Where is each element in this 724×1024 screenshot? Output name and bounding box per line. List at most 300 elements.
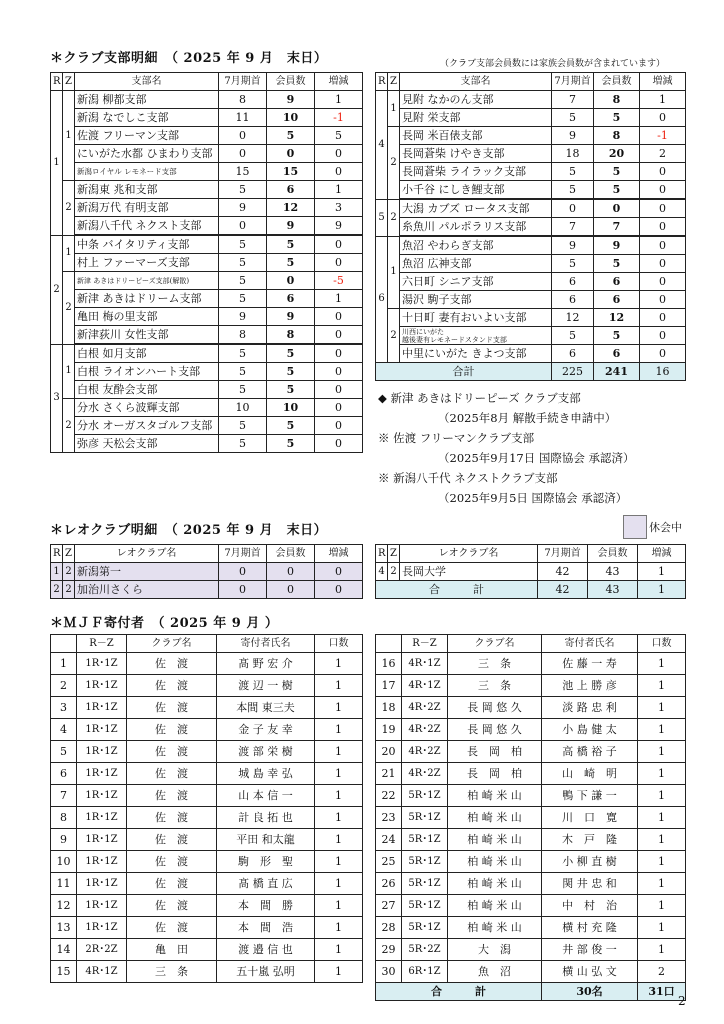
members-cell: 15 bbox=[267, 163, 315, 181]
branch-name: 白根 ライオンハート支部 bbox=[75, 363, 219, 381]
start-cell: 7 bbox=[552, 91, 594, 109]
branch-table-left bbox=[50, 72, 363, 453]
header-r: R bbox=[376, 545, 388, 563]
club-name: 佐 渡 bbox=[127, 851, 217, 873]
members-cell: 7 bbox=[594, 218, 640, 237]
branch-name: 大潟 カブズ ロータス支部 bbox=[400, 199, 552, 218]
club-name: 大 潟 bbox=[448, 939, 542, 961]
members-cell: 9 bbox=[267, 217, 315, 236]
count-cell: 1 bbox=[638, 719, 686, 741]
donor-name: 本 間 浩 bbox=[217, 917, 315, 939]
donor-name: 山 本 信 一 bbox=[217, 785, 315, 807]
header-change: 増減 bbox=[315, 73, 363, 91]
table-row bbox=[51, 91, 363, 109]
club-name: 佐 渡 bbox=[127, 719, 217, 741]
table-row bbox=[376, 697, 686, 719]
count-cell: 1 bbox=[638, 917, 686, 939]
rz-cell: 1R･1Z bbox=[77, 741, 127, 763]
total-start: 42 bbox=[538, 581, 588, 599]
total-donors: 30名 bbox=[542, 983, 638, 1001]
header-club: クラブ名 bbox=[448, 635, 542, 653]
table-row bbox=[51, 435, 363, 453]
club-name: 佐 渡 bbox=[127, 807, 217, 829]
rz-cell: 5R･1Z bbox=[402, 785, 448, 807]
table-row bbox=[376, 719, 686, 741]
start-cell: 8 bbox=[219, 326, 267, 345]
header-members: 会員数 bbox=[594, 73, 640, 91]
header-start: 7月期首 bbox=[552, 73, 594, 91]
change-cell: 1 bbox=[315, 181, 363, 199]
donor-name: 横 山 弘 文 bbox=[542, 961, 638, 983]
start-cell: 0 bbox=[552, 199, 594, 218]
leo-name: 新潟第一 bbox=[75, 563, 219, 581]
table-row bbox=[376, 741, 686, 763]
table-row bbox=[51, 199, 363, 217]
start-cell: 0 bbox=[219, 581, 267, 599]
club-name: 魚 沼 bbox=[448, 961, 542, 983]
count-cell: 1 bbox=[315, 741, 363, 763]
header-no bbox=[51, 635, 77, 653]
header-donor: 寄付者氏名 bbox=[542, 635, 638, 653]
total-members: 43 bbox=[588, 581, 638, 599]
note-line: （2025年9月5日 国際協会 承認済） bbox=[438, 491, 628, 505]
table-row bbox=[376, 785, 686, 807]
page-number: 2 bbox=[678, 994, 686, 1008]
table-row bbox=[51, 399, 363, 417]
change-cell: 0 bbox=[640, 291, 686, 309]
branch-name: 新潟 なでしこ支部 bbox=[75, 109, 219, 127]
branch-name: 六日町 シニア支部 bbox=[400, 273, 552, 291]
header-leo-name: レオクラブ名 bbox=[75, 545, 219, 563]
donor-name: 城 島 幸 弘 bbox=[217, 763, 315, 785]
total-change: 1 bbox=[638, 581, 686, 599]
table-row bbox=[51, 807, 363, 829]
rz-cell: 1R･1Z bbox=[77, 873, 127, 895]
branch-family-note: （クラブ支部会員数には家族会員数が含まれています） bbox=[440, 59, 666, 69]
table-row bbox=[376, 91, 686, 109]
table-row bbox=[51, 895, 363, 917]
table-row bbox=[51, 851, 363, 873]
rz-cell: 4R･1Z bbox=[402, 675, 448, 697]
change-cell: 0 bbox=[315, 435, 363, 453]
branch-name: 新潟八千代 ネクスト支部 bbox=[75, 217, 219, 236]
members-cell: 6 bbox=[267, 290, 315, 308]
change-cell: -1 bbox=[640, 127, 686, 145]
change-cell: 0 bbox=[640, 327, 686, 345]
start-cell: 5 bbox=[552, 163, 594, 181]
members-cell: 8 bbox=[594, 127, 640, 145]
row-number: 4 bbox=[51, 719, 77, 741]
count-cell: 1 bbox=[638, 873, 686, 895]
table-row bbox=[376, 236, 686, 255]
donor-name: 駒 形 聖 bbox=[217, 851, 315, 873]
z-cell: 2 bbox=[388, 309, 400, 363]
branch-name: 魚沼 やわらぎ支部 bbox=[400, 236, 552, 255]
club-name: 柏 崎 米 山 bbox=[448, 895, 542, 917]
z-cell: 2 bbox=[63, 181, 75, 236]
branch-name: 湯沢 駒子支部 bbox=[400, 291, 552, 309]
r-cell: 5 bbox=[376, 199, 388, 236]
count-cell: 1 bbox=[315, 763, 363, 785]
branch-table-right bbox=[375, 72, 686, 381]
r-cell: 1 bbox=[51, 563, 63, 581]
rz-cell: 4R･2Z bbox=[402, 741, 448, 763]
branch-name: 長岡 米百俵支部 bbox=[400, 127, 552, 145]
header-branch-name: 支部名 bbox=[75, 73, 219, 91]
members-cell: 6 bbox=[594, 345, 640, 363]
header-club: クラブ名 bbox=[127, 635, 217, 653]
header-r: R bbox=[376, 73, 388, 91]
donor-name: 平田 和太龍 bbox=[217, 829, 315, 851]
row-number: 23 bbox=[376, 807, 402, 829]
row-number: 21 bbox=[376, 763, 402, 785]
branch-name: 長岡蒼柴 けやき支部 bbox=[400, 145, 552, 163]
branch-name: 十日町 妻有おいよい支部 bbox=[400, 309, 552, 327]
table-row bbox=[376, 675, 686, 697]
row-number: 20 bbox=[376, 741, 402, 763]
start-cell: 5 bbox=[219, 344, 267, 363]
members-cell: 5 bbox=[267, 363, 315, 381]
start-cell: 10 bbox=[219, 399, 267, 417]
members-cell: 5 bbox=[594, 181, 640, 200]
members-cell: 0 bbox=[267, 272, 315, 290]
club-name: 三 条 bbox=[448, 675, 542, 697]
table-row bbox=[376, 563, 686, 581]
branch-name-line: 川西にいがた bbox=[402, 327, 444, 336]
change-cell: 2 bbox=[640, 145, 686, 163]
header-rz: R－Z bbox=[402, 635, 448, 653]
branch-name-line: 越後妻有レモネードスタンド支部 bbox=[402, 335, 507, 344]
start-cell: 5 bbox=[219, 254, 267, 272]
rz-cell: 1R･1Z bbox=[77, 653, 127, 675]
table-row bbox=[51, 873, 363, 895]
z-cell: 2 bbox=[388, 199, 400, 236]
rz-cell: 5R･1Z bbox=[402, 807, 448, 829]
change-cell: 0 bbox=[640, 218, 686, 237]
members-cell: 0 bbox=[594, 199, 640, 218]
count-cell: 1 bbox=[315, 873, 363, 895]
table-row bbox=[51, 417, 363, 435]
members-cell: 10 bbox=[267, 399, 315, 417]
branch-name: 分水 さくら波輝支部 bbox=[75, 399, 219, 417]
z-cell: 1 bbox=[388, 236, 400, 309]
count-cell: 1 bbox=[638, 653, 686, 675]
change-cell: 0 bbox=[315, 344, 363, 363]
start-cell: 6 bbox=[552, 291, 594, 309]
rz-cell: 1R･1Z bbox=[77, 719, 127, 741]
table-row bbox=[51, 109, 363, 127]
rz-cell: 4R･1Z bbox=[77, 961, 127, 983]
leo-section-title: ＊レオクラブ明細 （ 2025 年 9 月 末日） bbox=[50, 523, 328, 538]
donor-name: 金 子 友 幸 bbox=[217, 719, 315, 741]
donor-name: 渡 部 栄 樹 bbox=[217, 741, 315, 763]
table-row bbox=[51, 917, 363, 939]
donor-name: 鴨 下 謙 一 bbox=[542, 785, 638, 807]
club-name: 長 岡 悠 久 bbox=[448, 719, 542, 741]
start-cell: 18 bbox=[552, 145, 594, 163]
change-cell: 0 bbox=[640, 255, 686, 273]
rz-cell: 4R･1Z bbox=[402, 653, 448, 675]
row-number: 10 bbox=[51, 851, 77, 873]
header-members: 会員数 bbox=[267, 545, 315, 563]
header-r: R bbox=[51, 545, 63, 563]
donor-name: 本間 東三夫 bbox=[217, 697, 315, 719]
rz-cell: 5R･2Z bbox=[402, 939, 448, 961]
row-number: 22 bbox=[376, 785, 402, 807]
note-line: （2025年9月17日 国際協会 承認済） bbox=[438, 451, 635, 465]
start-cell: 0 bbox=[219, 563, 267, 581]
branch-name: 亀田 梅の里支部 bbox=[75, 308, 219, 326]
table-row bbox=[51, 719, 363, 741]
header-z: Z bbox=[388, 545, 400, 563]
header-start: 7月期首 bbox=[538, 545, 588, 563]
r-cell: 4 bbox=[376, 563, 388, 581]
count-cell: 1 bbox=[638, 741, 686, 763]
branch-name: 新津 あきはドリーピーズ支部(解散) bbox=[75, 272, 219, 290]
donor-name: 中 村 治 bbox=[542, 895, 638, 917]
row-number: 13 bbox=[51, 917, 77, 939]
table-row bbox=[376, 829, 686, 851]
start-cell: 6 bbox=[552, 273, 594, 291]
branch-total-row bbox=[376, 363, 686, 381]
leo-name: 長岡大学 bbox=[400, 563, 538, 581]
change-cell: 0 bbox=[315, 381, 363, 399]
club-name: 佐 渡 bbox=[127, 697, 217, 719]
club-name: 柏 崎 米 山 bbox=[448, 851, 542, 873]
change-cell: 0 bbox=[315, 235, 363, 254]
z-cell: 1 bbox=[63, 91, 75, 181]
donor-name: 佐 藤 一 寿 bbox=[542, 653, 638, 675]
rz-cell: 5R･1Z bbox=[402, 917, 448, 939]
count-cell: 1 bbox=[315, 675, 363, 697]
donor-name: 髙 野 宏 介 bbox=[217, 653, 315, 675]
count-cell: 1 bbox=[315, 785, 363, 807]
header-z: Z bbox=[63, 73, 75, 91]
mjf-table-right bbox=[375, 634, 686, 1001]
table-header-row bbox=[51, 545, 363, 563]
members-cell: 5 bbox=[267, 417, 315, 435]
row-number: 30 bbox=[376, 961, 402, 983]
start-cell: 5 bbox=[219, 417, 267, 435]
count-cell: 1 bbox=[638, 851, 686, 873]
row-number: 29 bbox=[376, 939, 402, 961]
count-cell: 2 bbox=[638, 961, 686, 983]
row-number: 26 bbox=[376, 873, 402, 895]
members-cell: 5 bbox=[594, 163, 640, 181]
table-row bbox=[51, 697, 363, 719]
members-cell: 5 bbox=[594, 109, 640, 127]
rz-cell: 2R･2Z bbox=[77, 939, 127, 961]
table-row bbox=[376, 807, 686, 829]
table-row bbox=[51, 326, 363, 345]
row-number: 17 bbox=[376, 675, 402, 697]
row-number: 2 bbox=[51, 675, 77, 697]
club-name: 長 岡 柏 bbox=[448, 741, 542, 763]
count-cell: 1 bbox=[315, 653, 363, 675]
donor-name: 川 口 寛 bbox=[542, 807, 638, 829]
header-leo-name: レオクラブ名 bbox=[400, 545, 538, 563]
branch-name: 長岡蒼柴 ライラック支部 bbox=[400, 163, 552, 181]
table-row bbox=[51, 961, 363, 983]
start-cell: 5 bbox=[552, 327, 594, 345]
donor-name: 横 村 充 隆 bbox=[542, 917, 638, 939]
start-cell: 9 bbox=[552, 127, 594, 145]
club-name: 長 岡 悠 久 bbox=[448, 697, 542, 719]
table-row bbox=[51, 763, 363, 785]
branch-name: にいがた水都 ひまわり支部 bbox=[75, 145, 219, 163]
table-row bbox=[51, 563, 363, 581]
header-no bbox=[376, 635, 402, 653]
header-change: 増減 bbox=[638, 545, 686, 563]
members-cell: 12 bbox=[267, 199, 315, 217]
club-name: 三 条 bbox=[127, 961, 217, 983]
mjf-total-row bbox=[376, 983, 686, 1001]
z-cell: 2 bbox=[63, 272, 75, 345]
branch-name: 魚沼 広神支部 bbox=[400, 255, 552, 273]
table-row bbox=[51, 217, 363, 236]
club-name: 佐 渡 bbox=[127, 785, 217, 807]
start-cell: 5 bbox=[219, 272, 267, 290]
change-cell: -1 bbox=[315, 109, 363, 127]
count-cell: 1 bbox=[315, 895, 363, 917]
count-cell: 1 bbox=[315, 939, 363, 961]
table-row bbox=[51, 272, 363, 290]
table-row bbox=[51, 181, 363, 199]
rz-cell: 1R･1Z bbox=[77, 763, 127, 785]
branch-name: 中条 バイタリティ支部 bbox=[75, 235, 219, 254]
table-header-row bbox=[376, 73, 686, 91]
rz-cell: 5R･1Z bbox=[402, 829, 448, 851]
change-cell: 1 bbox=[315, 290, 363, 308]
table-row bbox=[376, 917, 686, 939]
start-cell: 5 bbox=[219, 290, 267, 308]
z-cell: 1 bbox=[63, 344, 75, 399]
row-number: 14 bbox=[51, 939, 77, 961]
donor-name: 関 井 忠 和 bbox=[542, 873, 638, 895]
members-cell: 43 bbox=[588, 563, 638, 581]
change-cell: 0 bbox=[315, 563, 363, 581]
rz-cell: 1R･1Z bbox=[77, 895, 127, 917]
count-cell: 1 bbox=[315, 917, 363, 939]
count-cell: 1 bbox=[638, 785, 686, 807]
rz-cell: 5R･1Z bbox=[402, 895, 448, 917]
donor-name: 計 良 拓 也 bbox=[217, 807, 315, 829]
members-cell: 5 bbox=[267, 344, 315, 363]
table-row bbox=[376, 273, 686, 291]
start-cell: 5 bbox=[219, 381, 267, 399]
branch-notes bbox=[378, 388, 635, 508]
change-cell: 0 bbox=[315, 399, 363, 417]
table-row bbox=[51, 145, 363, 163]
rz-cell: 6R･1Z bbox=[402, 961, 448, 983]
header-members: 会員数 bbox=[267, 73, 315, 91]
table-row bbox=[51, 254, 363, 272]
table-row bbox=[51, 127, 363, 145]
members-cell: 20 bbox=[594, 145, 640, 163]
r-cell: 2 bbox=[51, 235, 63, 344]
header-start: 7月期首 bbox=[219, 73, 267, 91]
row-number: 25 bbox=[376, 851, 402, 873]
donor-name: 小 柳 直 樹 bbox=[542, 851, 638, 873]
start-cell: 12 bbox=[552, 309, 594, 327]
row-number: 6 bbox=[51, 763, 77, 785]
rz-cell: 1R･1Z bbox=[77, 675, 127, 697]
count-cell: 1 bbox=[315, 961, 363, 983]
table-row bbox=[51, 741, 363, 763]
header-donor: 寄付者氏名 bbox=[217, 635, 315, 653]
mjf-table-left bbox=[50, 634, 363, 983]
club-name: 長 岡 柏 bbox=[448, 763, 542, 785]
members-cell: 9 bbox=[267, 308, 315, 326]
table-row bbox=[376, 939, 686, 961]
start-cell: 9 bbox=[552, 236, 594, 255]
start-cell: 5 bbox=[219, 435, 267, 453]
start-cell: 5 bbox=[219, 181, 267, 199]
table-row bbox=[51, 290, 363, 308]
header-z: Z bbox=[63, 545, 75, 563]
header-r: R bbox=[51, 73, 63, 91]
count-cell: 1 bbox=[638, 895, 686, 917]
table-row bbox=[376, 218, 686, 237]
change-cell: 0 bbox=[315, 308, 363, 326]
table-row bbox=[376, 255, 686, 273]
club-name: 佐 渡 bbox=[127, 653, 217, 675]
header-count: 口数 bbox=[315, 635, 363, 653]
start-cell: 5 bbox=[219, 363, 267, 381]
row-number: 19 bbox=[376, 719, 402, 741]
rz-cell: 1R･1Z bbox=[77, 697, 127, 719]
row-number: 5 bbox=[51, 741, 77, 763]
rz-cell: 1R･1Z bbox=[77, 851, 127, 873]
branch-name: 見附 なかのん支部 bbox=[400, 91, 552, 109]
donor-name: 小 島 健 太 bbox=[542, 719, 638, 741]
table-row bbox=[51, 235, 363, 254]
header-rz: R－Z bbox=[77, 635, 127, 653]
donor-name: 髙 橋 直 広 bbox=[217, 873, 315, 895]
table-header-row bbox=[51, 73, 363, 91]
members-cell: 0 bbox=[267, 563, 315, 581]
club-name: 柏 崎 米 山 bbox=[448, 917, 542, 939]
table-row bbox=[51, 581, 363, 599]
donor-name: 本 間 勝 bbox=[217, 895, 315, 917]
count-cell: 1 bbox=[638, 807, 686, 829]
change-cell: 0 bbox=[640, 109, 686, 127]
club-name: 佐 渡 bbox=[127, 829, 217, 851]
start-cell: 42 bbox=[538, 563, 588, 581]
row-number: 27 bbox=[376, 895, 402, 917]
rz-cell: 1R･1Z bbox=[77, 785, 127, 807]
start-cell: 5 bbox=[219, 235, 267, 254]
header-z: Z bbox=[388, 73, 400, 91]
header-members: 会員数 bbox=[588, 545, 638, 563]
count-cell: 1 bbox=[315, 697, 363, 719]
change-cell: 0 bbox=[640, 181, 686, 200]
start-cell: 11 bbox=[219, 109, 267, 127]
note-line: ◆ 新津 あきはドリーピーズ クラブ支部 bbox=[378, 391, 581, 405]
start-cell: 9 bbox=[219, 308, 267, 326]
donor-name: 淡 路 忠 利 bbox=[542, 697, 638, 719]
members-cell: 5 bbox=[267, 127, 315, 145]
table-row bbox=[376, 309, 686, 327]
branch-name: 見附 栄支部 bbox=[400, 109, 552, 127]
change-cell: 1 bbox=[640, 91, 686, 109]
members-cell: 12 bbox=[594, 309, 640, 327]
branch-name: 分水 オーガスタゴルフ支部 bbox=[75, 417, 219, 435]
start-cell: 5 bbox=[552, 181, 594, 200]
table-row bbox=[376, 895, 686, 917]
members-cell: 5 bbox=[267, 235, 315, 254]
donor-name: 木 戸 隆 bbox=[542, 829, 638, 851]
